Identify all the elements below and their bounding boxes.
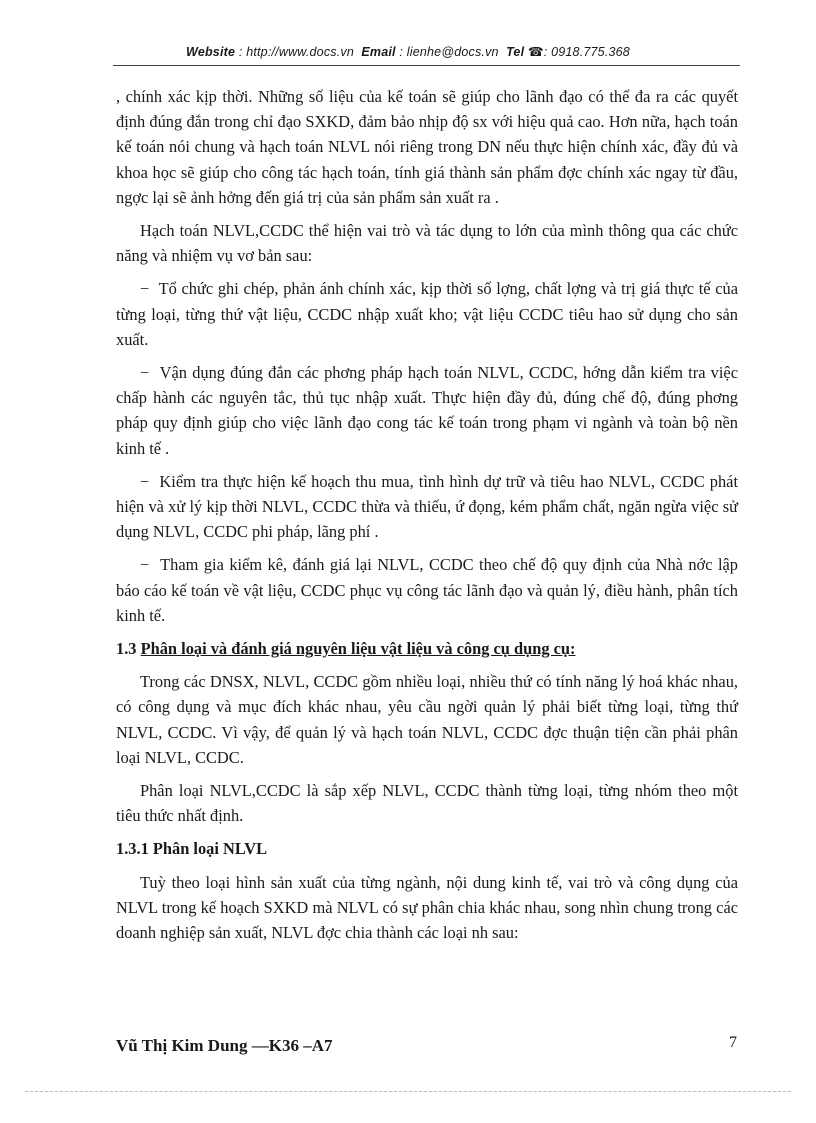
- dash-bullet: −: [140, 471, 160, 491]
- page-bottom-divider: [25, 1091, 791, 1092]
- dash-bullet: −: [140, 555, 161, 575]
- page-number: 7: [729, 1034, 737, 1051]
- list-item-text: Vận dụng đúng đắn các phơng pháp hạch toán NLVL, CCDC, hớng dẫn kiểm tra việc chấp hành các nguyên tắc, thủ tục nhập xuất. Thực hiện đầy đủ, đúng chế độ, đúng phơng pháp quy định giúp cho việc lãnh đạo cong tác kế toán trong phạm vi ngành và toàn bộ nền kinh tế .: [116, 363, 738, 458]
- dash-list-item: [116, 276, 738, 352]
- tel-value: : 0918.775.368: [543, 45, 630, 59]
- dash-list-item: [116, 469, 738, 545]
- paragraph: Trong các DNSX, NLVL, CCDC gồm nhiều loại, nhiều thứ có tính năng lý hoá khác nhau, có công dụng và mục đích khác nhau, yêu cầu ngời quản lý phải biết từng loại, từng thứ NLVL, CCDC. Vì vậy, để quản lý và hạch toán NLVL, CCDC đợc thuận tiện cần phải phân loại NLVL, CCDC.: [116, 672, 738, 767]
- paragraph: Phân loại NLVL,CCDC là sắp xếp NLVL, CCDC thành từng loại, từng nhóm theo một tiêu thức nhất định.: [116, 781, 738, 826]
- email-value: : lienhe@docs.vn: [399, 45, 499, 59]
- phone-icon: ☎: [527, 45, 544, 59]
- header-divider: [113, 65, 740, 66]
- section-number: 1.3: [116, 639, 137, 659]
- list-item-text: Kiểm tra thực hiện kế hoạch thu mua, tình hình dự trữ và tiêu hao NLVL, CCDC phát hiện và xử lý kịp thời NLVL, CCDC thừa và thiếu, ứ đọng, kém phẩm chất, ngăn ngừa việc sử dụng NLVL, CCDC phi pháp, lãng phí .: [116, 471, 738, 542]
- dash-bullet: −: [140, 363, 160, 383]
- section-heading: [116, 636, 738, 661]
- tel-label: Tel: [506, 45, 525, 59]
- document-body: [116, 84, 738, 953]
- paragraph: , chính xác kịp thời. Những số liệu của kế toán sẽ giúp cho lãnh đạo có thể đa ra các quyết định đúng đắn trong chỉ đạo SXKD, đảm bảo nhịp độ sx với hiệu quả cao. Hơn nữa, hạch toán kế toán nói chung và hạch toán NLVL nói riêng trong DN nếu thực hiện chính xác, đầy đủ và khoa học sẽ giúp cho công tác hạch toán, tính giá thành sản phẩm đợc chính xác ngay từ đầu, ngợc lại sẽ ảnh hởng đến giá trị của sản phẩm sản xuất ra .: [116, 87, 738, 207]
- website-label: Website: [186, 45, 236, 59]
- page-header: [0, 44, 816, 59]
- subsection-heading: 1.3.1 Phân loại NLVL: [116, 839, 268, 859]
- dash-list-item: [116, 552, 738, 628]
- email-label: Email: [361, 45, 396, 59]
- paragraph: Hạch toán NLVL,CCDC thể hiện vai trò và tác dụng to lớn của mình thông qua các chức năng và nhiệm vụ vơ bản sau:: [116, 221, 738, 266]
- website-value: : http://www.docs.vn: [238, 45, 355, 59]
- dash-list-item: [116, 360, 738, 461]
- section-title: Phân loại và đánh giá nguyên liệu vật liệu và công cụ dụng cụ:: [140, 639, 576, 659]
- list-item-text: Tổ chức ghi chép, phản ánh chính xác, kịp thời số lợng, chất lợng và trị giá thực tế của từng loại, từng thứ vật liệu, CCDC nhập xuất kho; vật liệu CCDC tiêu hao sử dụng cho sản xuất.: [116, 279, 738, 349]
- footer-author: Vũ Thị Kim Dung —K36 –A7: [116, 1036, 333, 1055]
- paragraph: Tuỳ theo loại hình sản xuất của từng ngành, nội dung kinh tế, vai trò và công dụng của NLVL trong kế hoạch SXKD mà NLVL có sự phân chia khác nhau, song nhìn chung trong các doanh nghiệp sản xuất, NLVL đợc chia thành các loại nh sau:: [116, 872, 738, 943]
- list-item-text: Tham gia kiểm kê, đánh giá lại NLVL, CCDC theo chế độ quy định của Nhà nớc lập báo cáo kế toán về vật liệu, CCDC phục vụ công tác lãnh đạo và quản lý, điều hành, phân tích kinh tế.: [116, 555, 738, 625]
- dash-bullet: −: [140, 279, 159, 299]
